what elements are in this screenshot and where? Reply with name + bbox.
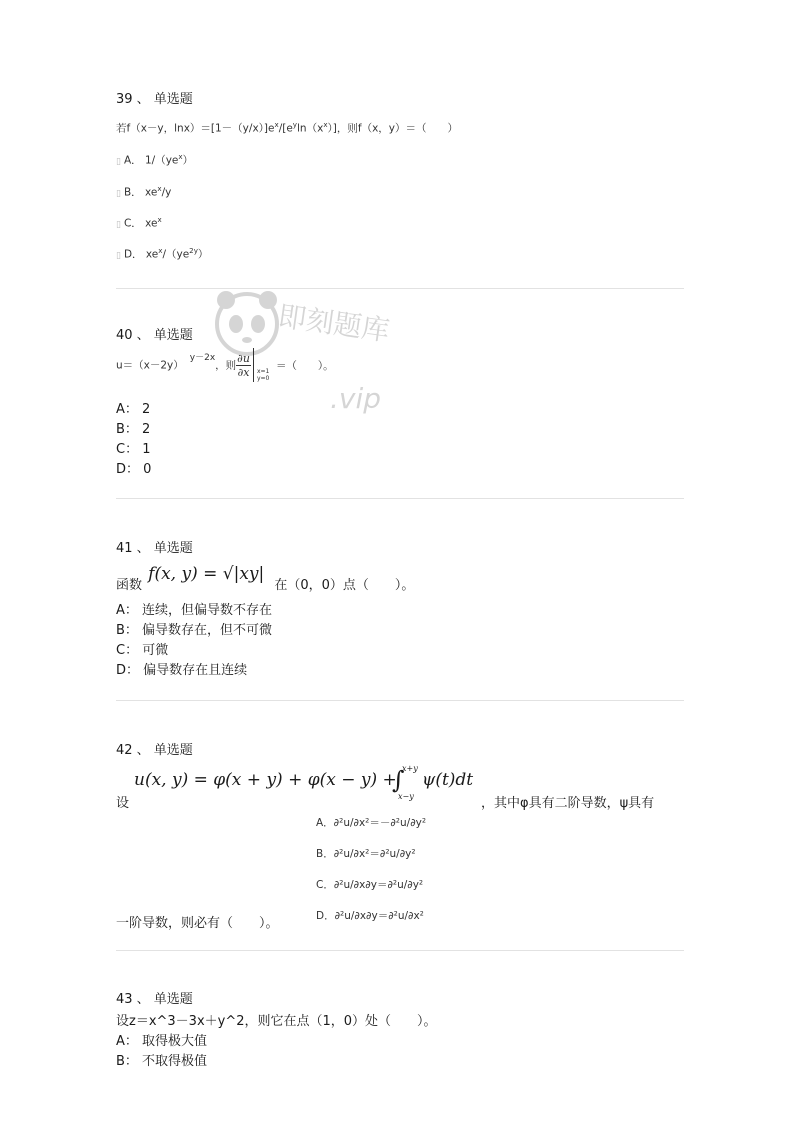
q43-option-a[interactable]: A： 取得极大值: [116, 1034, 208, 1049]
q39-option-b[interactable]: ▯ B． $xe^x/y$: [116, 184, 172, 199]
q43-stem: 设z＝x^3－3x＋y^2，则它在点（1，0）处（ ）。: [116, 1014, 437, 1029]
q42-formula: u(x, y) = φ(x + y) + φ(x − y) +: [134, 770, 397, 790]
q42-option-b[interactable]: B．∂²u/∂x²＝∂²u/∂y²: [316, 848, 416, 860]
divider: [116, 950, 684, 951]
q39-header: 39 、 单选题: [116, 92, 193, 107]
watermark-domain: .vip: [330, 382, 382, 415]
q41-stem: 函数 f(x, y) = √|xy| 在（0，0）点（ ）。: [116, 564, 415, 593]
watermark-brand: 即刻题库: [276, 299, 392, 348]
q39-stem: 若f（x－y，$\ln x)=[1-(y/x)]e^x/[e^y\ln(x^x)]$，则f（x，y）＝（ ）: [116, 120, 459, 135]
q42-option-a[interactable]: A．∂²u/∂x²＝－∂²u/∂y²: [316, 817, 427, 829]
q41-header: 41 、 单选题: [116, 541, 193, 556]
q41-option-d[interactable]: D： 偏导数存在且连续: [116, 663, 248, 678]
integral-body: ψ(t)dt: [422, 770, 474, 790]
integral-sign: ∫: [392, 766, 405, 794]
integral-lower: x−y: [398, 792, 414, 801]
q39-option-d[interactable]: ▯ D． $xe^x/(ye^{2y})$: [116, 246, 209, 261]
q40-header: 40 、 单选题: [116, 328, 193, 343]
divider: [116, 288, 684, 289]
q42-stem-end: 一阶导数，则必有（ ）。: [116, 916, 279, 931]
radio-icon: ▯: [116, 156, 121, 167]
q41-option-c[interactable]: C： 可微: [116, 643, 169, 658]
q42-stem-prefix: 设: [116, 796, 130, 811]
radio-icon: ▯: [116, 188, 121, 199]
partial-derivative-fraction: $\frac{\partial u}{\partial x}$: [237, 351, 250, 379]
divider: [116, 498, 684, 499]
q41-formula: f(x, y) = √|xy|: [148, 564, 265, 584]
q41-option-b[interactable]: B： 偏导数存在，但不可微: [116, 623, 273, 638]
q42-header: 42 、 单选题: [116, 743, 193, 758]
q43-header: 43 、 单选题: [116, 992, 193, 1007]
q41-option-a[interactable]: A： 连续，但偏导数不存在: [116, 603, 273, 618]
q39-option-c[interactable]: ▯ C． $xe^x$: [116, 215, 162, 230]
q40-option-c[interactable]: C： 1: [116, 442, 151, 457]
q42-stem-mid: ，其中φ具有二阶导数，ψ具有: [481, 796, 655, 811]
q40-stem: u＝（x－2y）y－2x，则 $\frac{\partial u}{\partial x}$ x=1 y=0 ＝（ ）。: [116, 348, 334, 382]
radio-icon: ▯: [116, 250, 121, 261]
q39-option-a[interactable]: ▯ A． $1/(ye^x)$: [116, 152, 194, 167]
evaluation-bar: x=1 y=0: [253, 348, 270, 382]
q40-option-d[interactable]: D： 0: [116, 462, 152, 477]
q40-option-b[interactable]: B： 2: [116, 422, 151, 437]
radio-icon: ▯: [116, 219, 121, 230]
q40-option-a[interactable]: A： 2: [116, 402, 151, 417]
q42-option-d[interactable]: D．∂²u/∂x∂y＝∂²u/∂x²: [316, 910, 424, 922]
divider: [116, 700, 684, 701]
integral-upper: x+y: [402, 764, 418, 773]
q43-option-b[interactable]: B： 不取得极值: [116, 1054, 208, 1069]
q42-option-c[interactable]: C．∂²u/∂x∂y＝∂²u/∂y²: [316, 879, 424, 891]
